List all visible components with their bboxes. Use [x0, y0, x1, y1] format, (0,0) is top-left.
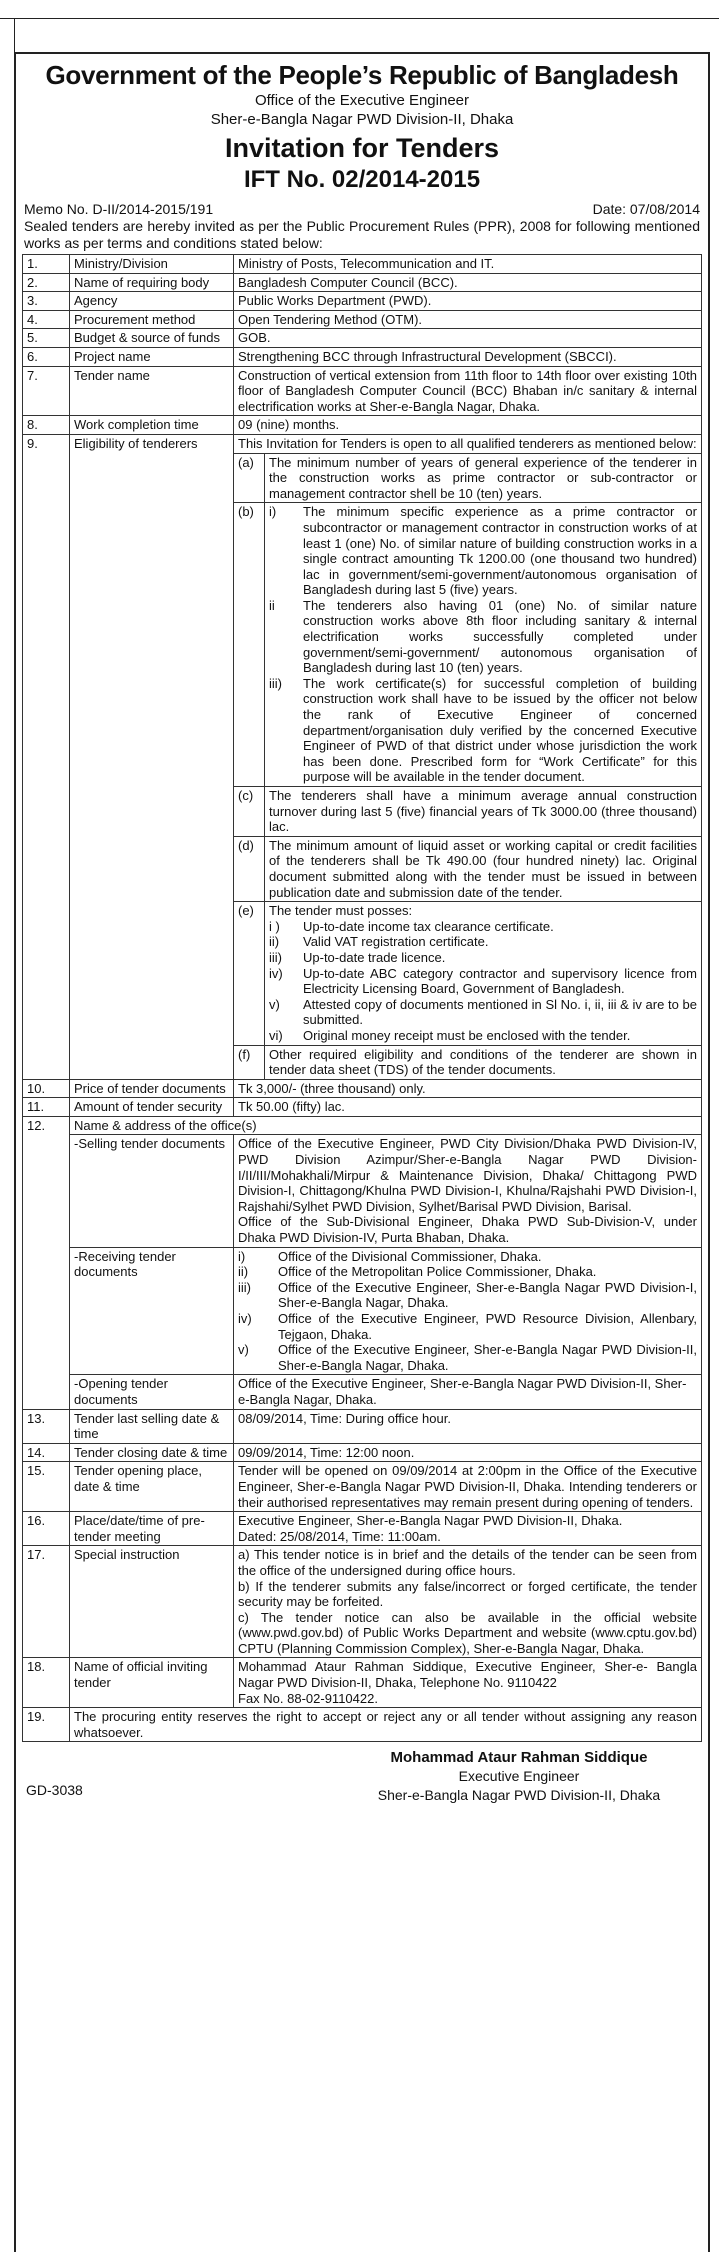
- sub-item: [269, 676, 697, 785]
- table-row: [23, 1462, 702, 1512]
- item-text: [265, 503, 702, 787]
- row-label: -Selling tender documents: [70, 1135, 234, 1247]
- page-top-rule: [0, 0, 719, 52]
- table-row: [23, 366, 702, 416]
- meeting-place: Executive Engineer, Sher-e-Bangla Nagar PWD Division-II, Dhaka.: [238, 1513, 623, 1529]
- sub-item-key: i): [269, 504, 277, 520]
- table-row: [23, 1512, 702, 1546]
- signature-block: [354, 1748, 684, 1805]
- item-key: (a): [234, 453, 265, 503]
- row-label: -Opening tender documents: [70, 1375, 234, 1409]
- official-fax: Fax No. 88-02-9110422.: [238, 1690, 378, 1706]
- row-label: Special instruction: [70, 1546, 234, 1658]
- row-number: 10.: [23, 1079, 70, 1098]
- table-row: [23, 1708, 702, 1742]
- sub-item-text: The tenderers also having 01 (one) No. of similar nature construction works above 8th floor including sanitary & internal electrification works successfully completed under government/semi-government/ autonomous organisation of Bangladesh during last 10 (ten) years.: [303, 597, 697, 676]
- table-row: [23, 329, 702, 348]
- table-row: [23, 310, 702, 329]
- tender-notice: [14, 52, 710, 2252]
- row-number: 2.: [23, 273, 70, 292]
- row-number: 5.: [23, 329, 70, 348]
- item-key: (c): [234, 787, 265, 837]
- row-number: 11.: [23, 1098, 70, 1117]
- row-value: Office of the Executive Engineer, Sher-e-Bangla Nagar PWD Division-II, Sher-e-Bangla Nagar, Dhaka.: [234, 1375, 702, 1409]
- eligibility-item: [234, 787, 701, 837]
- row-value: [234, 1658, 702, 1708]
- row-value: GOB.: [234, 329, 702, 348]
- table-row: [23, 1116, 702, 1135]
- sub-item-key: iii): [269, 949, 282, 965]
- eligibility-item: [234, 836, 701, 901]
- table-row: [23, 1409, 702, 1443]
- list-item-text: Office of the Metropolitan Police Commissioner, Dhaka.: [278, 1264, 597, 1280]
- memo-date: Date: 07/08/2014: [592, 201, 700, 217]
- item-text: The minimum amount of liquid asset or working capital or credit facilities of the tenderers shall be Tk 490.00 (four hundred ninety) lac. Original document submitted along with the tender must be issued in between publication date and submission date of the tender.: [265, 836, 702, 901]
- eligibility-cell: [234, 434, 702, 1079]
- eligibility-item: [234, 902, 701, 1045]
- row-value: [234, 1247, 702, 1375]
- row-value: Tender will be opened on 09/09/2014 at 2:00pm in the Office of the Executive Engineer, Sher-e-Bangla Nagar PWD Division-II, Dhaka. Intending tenderers or their authorised representatives may remain present during opening of tenders.: [234, 1462, 702, 1512]
- sub-item-key: i ): [269, 918, 280, 934]
- sub-item: [269, 504, 697, 598]
- row-value: The procuring entity reserves the right to accept or reject any or all tender without assigning any reason whatsoever.: [70, 1708, 702, 1742]
- office-line: Office of the Executive Engineer: [254, 92, 469, 109]
- row-number: 15.: [23, 1462, 70, 1512]
- list-item: [238, 1249, 697, 1265]
- row-number: 7.: [23, 366, 70, 416]
- list-item: [238, 1264, 697, 1280]
- signatory-designation: Executive Engineer: [458, 1768, 580, 1785]
- eligibility-item: [234, 453, 701, 503]
- sub-item: [269, 598, 697, 676]
- row-label: Procurement method: [70, 310, 234, 329]
- sub-item-text: Attested copy of documents mentioned in Sl No. i, ii, iii & iv are to be submitted.: [303, 996, 697, 1028]
- gd-number: GD-3038: [26, 1782, 83, 1799]
- sub-item-text: The work certificate(s) for successful completion of building construction work shall have to be issued by the officer not below the rank of Executive Engineer of concerned department/organisation duly verified by the concerned Executive Engineer of PWD of that district under whose jurisdiction the work has been done. Prescribed form for “Work Certificate” for this purpose will be available in the tender document.: [303, 675, 697, 785]
- sub-item-text: Up-to-date income tax clearance certificate.: [303, 918, 554, 934]
- table-row: [23, 292, 702, 311]
- row-label: Work completion time: [70, 416, 234, 435]
- row-number: 6.: [23, 347, 70, 366]
- row-label: Amount of tender security: [70, 1098, 234, 1117]
- row-label: Name of requiring body: [70, 273, 234, 292]
- list-item-text: Office of the Executive Engineer, Sher-e-Bangla Nagar PWD Division-II, Sher-e-Bangla Nagar, Dhaka.: [278, 1342, 697, 1373]
- table-row: [23, 434, 702, 1079]
- sub-item-key: ii): [269, 934, 280, 950]
- list-item: [238, 1342, 697, 1373]
- table-row: [23, 1375, 702, 1409]
- row-number: 9.: [23, 434, 70, 1079]
- row-label: Name of official inviting tender: [70, 1658, 234, 1708]
- government-title: Government of the People’s Republic of Bangladesh: [45, 60, 679, 90]
- official-name: Mohammad Ataur Rahman Siddique, Executive Engineer, Sher-e- Bangla Nagar PWD Division-II, Dhaka, Telephone No. 9110422: [238, 1659, 697, 1691]
- table-row: [23, 1098, 702, 1117]
- row-label: Tender opening place, date & time: [70, 1462, 234, 1512]
- list-item-text: Office of the Executive Engineer, Sher-e-Bangla Nagar PWD Division-I, Sher-e-Bangla Nagar, Dhaka.: [278, 1279, 697, 1311]
- sub-item: [269, 997, 697, 1028]
- instruction-c: c) The tender notice can also be available in the official website (www.pwd.gov.bd) of Public Works Department and website (www.cptu.gov.bd) CPTU (Planning Commission Complex), Sher-e-Bangla Nagar, Dhaka.: [238, 1609, 697, 1656]
- table-row: [23, 1658, 702, 1708]
- sub-item-text: The minimum specific experience as a prime contractor or subcontractor or management contractor in construction works of at least 1 (one) No. of similar nature of building construction works in a single contract amounting Tk 1200.00 (one thousand two hundred) lac in government/semi-government/autonomous organisation of Bangladesh during last 5 (five) years.: [303, 504, 697, 598]
- sub-item-key: v): [269, 996, 280, 1012]
- row-label: Price of tender documents: [70, 1079, 234, 1098]
- list-item-text: Office of the Executive Engineer, PWD Resource Division, Allenbary, Tejgaon, Dhaka.: [278, 1311, 697, 1342]
- sub-item-key: iii): [269, 675, 282, 691]
- row-number: 18.: [23, 1658, 70, 1708]
- row-number-empty: [23, 1375, 70, 1409]
- row-number: 1.: [23, 255, 70, 274]
- row-number-empty: [23, 1247, 70, 1375]
- item-text: Other required eligibility and conditions of the tenderer are shown in tender data sheet (TDS) of the tender documents.: [265, 1045, 702, 1079]
- eligibility-intro: This Invitation for Tenders is open to all qualified tenderers as mentioned below:: [238, 435, 697, 451]
- row-value: Open Tendering Method (OTM).: [234, 310, 702, 329]
- row-number: 3.: [23, 292, 70, 311]
- division-line: Sher-e-Bangla Nagar PWD Division-II, Dhaka: [210, 111, 514, 128]
- row-value: 09/09/2014, Time: 12:00 noon.: [234, 1443, 702, 1462]
- row-value: Bangladesh Computer Council (BCC).: [234, 273, 702, 292]
- row-number-empty: [23, 1135, 70, 1247]
- item-key: (f): [234, 1045, 265, 1079]
- row-number: 4.: [23, 310, 70, 329]
- row-number: 8.: [23, 416, 70, 435]
- sub-item-text: Up-to-date trade licence.: [303, 949, 446, 965]
- item-key: (d): [234, 836, 265, 901]
- top-rule-line: [0, 18, 719, 19]
- sub-item-intro: The tender must posses:: [269, 903, 413, 919]
- instruction-b: b) If the tenderer submits any false/incorrect or forged certificate, the tender security may be forfeited.: [238, 1578, 697, 1610]
- table-row: [23, 255, 702, 274]
- selling-offices-2: Office of the Sub-Divisional Engineer, Dhaka PWD Sub-Division-V, under Dhaka PWD Division-IV, Purta Bhaban, Dhaka.: [238, 1214, 697, 1246]
- row-value: Construction of vertical extension from 11th floor to 14th floor over existing 10th floor of Bangladesh Computer Council (BCC) Bhaban in/c sanitary & internal electrification works at Sher-e-Bangla Nagar, Dhaka.: [234, 366, 702, 416]
- list-item-key: iv): [238, 1311, 252, 1326]
- row-number: 17.: [23, 1546, 70, 1658]
- row-value: [234, 1135, 702, 1247]
- row-value: Ministry of Posts, Telecommunication and IT.: [234, 255, 702, 274]
- list-item-key: ii): [238, 1264, 249, 1280]
- sub-item-key: iv): [269, 965, 283, 981]
- row-label: Tender closing date & time: [70, 1443, 234, 1462]
- row-number: 16.: [23, 1512, 70, 1546]
- sub-item: [269, 919, 697, 935]
- table-row: [23, 1135, 702, 1247]
- eligibility-table: [234, 453, 701, 1079]
- signatory-name: Mohammad Ataur Rahman Siddique: [390, 1749, 648, 1767]
- item-key: (b): [234, 503, 265, 787]
- row-label: -Receiving tender documents: [70, 1247, 234, 1375]
- eligibility-item: [234, 503, 701, 787]
- row-number: 19.: [23, 1708, 70, 1742]
- sub-item: [269, 1028, 697, 1044]
- signatory-office: Sher-e-Bangla Nagar PWD Division-II, Dhaka: [377, 1787, 661, 1804]
- notice-header: [22, 60, 702, 195]
- item-text: [265, 902, 702, 1045]
- eligibility-item: [234, 1045, 701, 1079]
- row-number: 13.: [23, 1409, 70, 1443]
- table-row: [23, 347, 702, 366]
- sub-item-key: ii: [269, 597, 275, 613]
- row-number: 12.: [23, 1116, 70, 1135]
- list-item-key: i): [238, 1248, 246, 1264]
- row-label: Name & address of the office(s): [70, 1116, 702, 1135]
- sub-item: [269, 934, 697, 950]
- row-label: Ministry/Division: [70, 255, 234, 274]
- row-number: 14.: [23, 1443, 70, 1462]
- list-item-text: Office of the Divisional Commissioner, Dhaka.: [278, 1248, 542, 1264]
- row-value: Tk 50.00 (fifty) lac.: [234, 1098, 702, 1117]
- row-value: [234, 1546, 702, 1658]
- intro-text: Sealed tenders are hereby invited as per the Public Procurement Rules (PPR), 2008 for following mentioned works as per terms and conditions stated below:: [24, 218, 700, 251]
- table-row: [23, 1546, 702, 1658]
- row-label: Project name: [70, 347, 234, 366]
- item-text: The tenderers shall have a minimum average annual construction turnover during last 5 (five) financial years of Tk 3000.00 (three thousand) lac.: [265, 787, 702, 837]
- meeting-date: Dated: 25/08/2014, Time: 11:00am.: [238, 1528, 441, 1544]
- row-label: Eligibility of tenderers: [70, 434, 234, 1079]
- table-row: [23, 1247, 702, 1375]
- row-value: Tk 3,000/- (three thousand) only.: [234, 1079, 702, 1098]
- table-row: [23, 273, 702, 292]
- selling-offices-1: Office of the Executive Engineer, PWD City Division/Dhaka PWD Division-IV, PWD Division Azimpur/Sher-e-Bangla Nagar PWD Division-I/II/III/Mohakhali/Mirpur & Maintenance Division, Dhaka/ Chittagong PWD Division-I, Chittagong/Khulna PWD Division-I, Khulna/Rajshahi PWD Division-I, Rajshahi/Sylhet PWD Division, Sylhet/Barisal PWD Division, Barisal.: [238, 1136, 697, 1214]
- invitation-title: Invitation for Tenders: [224, 133, 500, 163]
- table-row: [23, 416, 702, 435]
- sub-item-text: Up-to-date ABC category contractor and supervisory licence from Electricity Licensing Board, Government of Bangladesh.: [303, 965, 697, 997]
- row-value: 09 (nine) months.: [234, 416, 702, 435]
- memo-number: Memo No. D-II/2014-2015/191: [24, 201, 214, 217]
- row-value: Public Works Department (PWD).: [234, 292, 702, 311]
- row-label: Budget & source of funds: [70, 329, 234, 348]
- list-item: [238, 1311, 697, 1342]
- instruction-a: a) This tender notice is in brief and the details of the tender can be seen from the office of the undersigned during office hours.: [238, 1547, 697, 1578]
- row-value: 08/09/2014, Time: During office hour.: [234, 1409, 702, 1443]
- list-item-key: iii): [238, 1279, 251, 1295]
- item-key: (e): [234, 902, 265, 1045]
- row-label: Agency: [70, 292, 234, 311]
- row-label: Place/date/time of pre-tender meeting: [70, 1512, 234, 1546]
- item-text: The minimum number of years of general experience of the tenderer in the construction works as prime contractor or sub-contractor or management contractor shell be 10 (ten) years.: [265, 453, 702, 503]
- top-rule-tick: [14, 18, 15, 52]
- sub-item: [269, 966, 697, 997]
- table-row: [23, 1443, 702, 1462]
- list-item: [238, 1280, 697, 1311]
- table-row: [23, 1079, 702, 1098]
- row-value: Strengthening BCC through Infrastructural Development (SBCCI).: [234, 347, 702, 366]
- sub-item-text: Original money receipt must be enclosed with the tender.: [303, 1027, 631, 1043]
- ift-number: IFT No. 02/2014-2015: [243, 166, 481, 193]
- memo-line: [22, 201, 702, 218]
- notice-footer: [22, 1742, 702, 1802]
- row-label: Tender last selling date & time: [70, 1409, 234, 1443]
- tender-table: [22, 254, 702, 1742]
- row-label: Tender name: [70, 366, 234, 416]
- sub-item-key: vi): [269, 1027, 283, 1043]
- list-item-key: v): [238, 1342, 249, 1358]
- row-value: [234, 1512, 702, 1546]
- sub-item-text: Valid VAT registration certificate.: [303, 934, 489, 950]
- sub-item: [269, 950, 697, 966]
